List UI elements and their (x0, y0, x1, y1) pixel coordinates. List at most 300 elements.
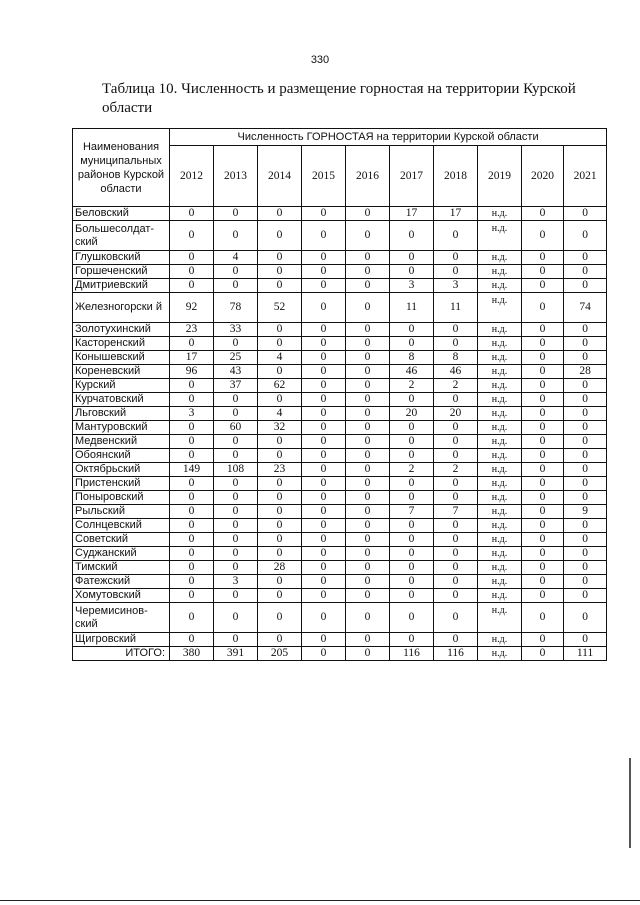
cell-value-2021: 0 (564, 421, 607, 435)
cell-value-2020: 0 (522, 337, 564, 351)
cell-value-2014: 0 (258, 207, 302, 221)
cell-value-2021: 0 (564, 589, 607, 603)
cell-value-2018: 0 (434, 251, 478, 265)
cell-value-2018: 0 (434, 519, 478, 533)
cell-value-2016: 0 (346, 519, 390, 533)
total-row (73, 647, 607, 661)
cell-value-2015: 0 (302, 519, 346, 533)
cell-value-2012: 0 (170, 221, 214, 251)
table-row (73, 265, 607, 279)
cell-value-2016: 0 (346, 561, 390, 575)
table-row (73, 519, 607, 533)
year-header-2021: 2021 (564, 146, 607, 207)
district-name: Касторенский (73, 337, 170, 351)
cell-value-2012: 0 (170, 491, 214, 505)
cell-value-2016: 0 (346, 379, 390, 393)
cell-value-2018: 0 (434, 533, 478, 547)
cell-value-2021: 74 (564, 293, 607, 323)
cell-value-2020: 0 (522, 589, 564, 603)
cell-value-2021: 0 (564, 407, 607, 421)
cell-value-2017: 2 (390, 463, 434, 477)
cell-value-2017: 0 (390, 519, 434, 533)
cell-value-2015: 0 (302, 323, 346, 337)
cell-value-2016: 0 (346, 351, 390, 365)
table-row (73, 293, 607, 323)
cell-value-2016: 0 (346, 221, 390, 251)
district-name: Солнцевский (73, 519, 170, 533)
cell-value-2016: 0 (346, 477, 390, 491)
cell-value-2021: 0 (564, 519, 607, 533)
cell-value-2012: 0 (170, 603, 214, 633)
cell-value-2015: 0 (302, 463, 346, 477)
cell-value-2017: 20 (390, 407, 434, 421)
cell-value-2020: 0 (522, 519, 564, 533)
cell-value-2013: 391 (214, 647, 258, 661)
cell-value-2014: 23 (258, 463, 302, 477)
cell-value-2016: 0 (346, 265, 390, 279)
table-row (73, 221, 607, 251)
cell-value-2014: 0 (258, 337, 302, 351)
cell-value-2019: н.д. (478, 633, 522, 647)
cell-value-2021: 0 (564, 393, 607, 407)
cell-value-2019: н.д. (478, 533, 522, 547)
cell-value-2014: 52 (258, 293, 302, 323)
year-header-2015: 2015 (302, 146, 346, 207)
cell-value-2019: н.д. (478, 379, 522, 393)
cell-value-2013: 0 (214, 561, 258, 575)
district-name: Черемисинов-ский (73, 603, 170, 633)
cell-value-2016: 0 (346, 393, 390, 407)
table-row (73, 463, 607, 477)
district-name: Фатежский (73, 575, 170, 589)
year-header-2016: 2016 (346, 146, 390, 207)
table-row (73, 207, 607, 221)
cell-value-2019: н.д. (478, 505, 522, 519)
cell-value-2016: 0 (346, 337, 390, 351)
cell-value-2015: 0 (302, 393, 346, 407)
cell-value-2017: 0 (390, 265, 434, 279)
cell-value-2017: 0 (390, 251, 434, 265)
district-name: Глушковский (73, 251, 170, 265)
table-row (73, 547, 607, 561)
year-header-2020: 2020 (522, 146, 564, 207)
cell-value-2013: 0 (214, 221, 258, 251)
district-name: Железногорски й (73, 293, 170, 323)
cell-value-2017: 2 (390, 379, 434, 393)
cell-value-2013: 78 (214, 293, 258, 323)
cell-value-2013: 25 (214, 351, 258, 365)
cell-value-2013: 0 (214, 265, 258, 279)
cell-value-2019: н.д. (478, 393, 522, 407)
cell-value-2018: 0 (434, 477, 478, 491)
cell-value-2012: 0 (170, 279, 214, 293)
cell-value-2016: 0 (346, 533, 390, 547)
cell-value-2021: 0 (564, 603, 607, 633)
cell-value-2012: 3 (170, 407, 214, 421)
cell-value-2012: 17 (170, 351, 214, 365)
cell-value-2019: н.д. (478, 265, 522, 279)
cell-value-2015: 0 (302, 589, 346, 603)
table-body (73, 207, 607, 661)
cell-value-2019: н.д. (478, 647, 522, 661)
district-name: Большесолдат-ский (73, 221, 170, 251)
cell-value-2014: 4 (258, 407, 302, 421)
cell-value-2014: 4 (258, 351, 302, 365)
cell-value-2012: 0 (170, 449, 214, 463)
cell-value-2016: 0 (346, 421, 390, 435)
district-name: Тимский (73, 561, 170, 575)
cell-value-2019: н.д. (478, 293, 522, 323)
cell-value-2020: 0 (522, 207, 564, 221)
cell-value-2021: 0 (564, 251, 607, 265)
cell-value-2013: 0 (214, 407, 258, 421)
cell-value-2017: 46 (390, 365, 434, 379)
district-name: Льговский (73, 407, 170, 421)
cell-value-2017: 0 (390, 561, 434, 575)
table-title: Таблица 10. Численность и размещение горностая на территории Курской области (102, 81, 576, 116)
cell-value-2016: 0 (346, 491, 390, 505)
cell-value-2013: 0 (214, 505, 258, 519)
cell-value-2013: 0 (214, 337, 258, 351)
cell-value-2019: н.д. (478, 603, 522, 633)
scan-edge-mark (629, 758, 631, 848)
cell-value-2014: 0 (258, 279, 302, 293)
district-name: Суджанский (73, 547, 170, 561)
cell-value-2017: 0 (390, 633, 434, 647)
cell-value-2012: 96 (170, 365, 214, 379)
cell-value-2016: 0 (346, 435, 390, 449)
cell-value-2020: 0 (522, 251, 564, 265)
year-header-2014: 2014 (258, 146, 302, 207)
cell-value-2019: н.д. (478, 221, 522, 251)
cell-value-2021: 0 (564, 279, 607, 293)
cell-value-2012: 380 (170, 647, 214, 661)
cell-value-2017: 0 (390, 221, 434, 251)
cell-value-2012: 0 (170, 337, 214, 351)
cell-value-2016: 0 (346, 207, 390, 221)
cell-value-2012: 23 (170, 323, 214, 337)
cell-value-2018: 0 (434, 603, 478, 633)
cell-value-2019: н.д. (478, 351, 522, 365)
cell-value-2020: 0 (522, 323, 564, 337)
cell-value-2013: 108 (214, 463, 258, 477)
cell-value-2021: 0 (564, 533, 607, 547)
population-group-header: Численность ГОРНОСТАЯ на территории Курской области (170, 129, 607, 146)
cell-value-2018: 2 (434, 463, 478, 477)
cell-value-2017: 3 (390, 279, 434, 293)
cell-value-2017: 0 (390, 421, 434, 435)
cell-value-2017: 11 (390, 293, 434, 323)
cell-value-2020: 0 (522, 561, 564, 575)
table-row (73, 603, 607, 633)
cell-value-2013: 0 (214, 393, 258, 407)
cell-value-2018: 0 (434, 491, 478, 505)
district-name: Медвенский (73, 435, 170, 449)
cell-value-2018: 0 (434, 561, 478, 575)
year-header-2013: 2013 (214, 146, 258, 207)
cell-value-2013: 37 (214, 379, 258, 393)
cell-value-2020: 0 (522, 265, 564, 279)
cell-value-2013: 43 (214, 365, 258, 379)
cell-value-2012: 0 (170, 435, 214, 449)
page-number: 330 (310, 54, 330, 66)
district-name: Рыльский (73, 505, 170, 519)
cell-value-2020: 0 (522, 477, 564, 491)
cell-value-2016: 0 (346, 279, 390, 293)
cell-value-2019: н.д. (478, 323, 522, 337)
cell-value-2017: 0 (390, 491, 434, 505)
cell-value-2015: 0 (302, 251, 346, 265)
table-row (73, 505, 607, 519)
cell-value-2020: 0 (522, 449, 564, 463)
cell-value-2019: н.д. (478, 279, 522, 293)
district-name: Горшеченский (73, 265, 170, 279)
cell-value-2013: 33 (214, 323, 258, 337)
cell-value-2014: 0 (258, 251, 302, 265)
table-row (73, 533, 607, 547)
cell-value-2020: 0 (522, 533, 564, 547)
cell-value-2018: 17 (434, 207, 478, 221)
year-header-2019: 2019 (478, 146, 522, 207)
cell-value-2012: 0 (170, 251, 214, 265)
cell-value-2017: 0 (390, 533, 434, 547)
cell-value-2017: 0 (390, 337, 434, 351)
district-name: Золотухинский (73, 323, 170, 337)
year-header-2017: 2017 (390, 146, 434, 207)
cell-value-2017: 0 (390, 449, 434, 463)
cell-value-2014: 0 (258, 435, 302, 449)
cell-value-2016: 0 (346, 589, 390, 603)
cell-value-2020: 0 (522, 575, 564, 589)
year-header-2012: 2012 (170, 146, 214, 207)
cell-value-2019: н.д. (478, 477, 522, 491)
cell-value-2013: 0 (214, 533, 258, 547)
cell-value-2021: 0 (564, 351, 607, 365)
cell-value-2015: 0 (302, 533, 346, 547)
district-name: Дмитриевский (73, 279, 170, 293)
cell-value-2015: 0 (302, 505, 346, 519)
cell-value-2020: 0 (522, 633, 564, 647)
district-name: Октябрьский (73, 463, 170, 477)
cell-value-2016: 0 (346, 575, 390, 589)
cell-value-2016: 0 (346, 547, 390, 561)
cell-value-2014: 0 (258, 547, 302, 561)
cell-value-2019: н.д. (478, 519, 522, 533)
cell-value-2020: 0 (522, 421, 564, 435)
cell-value-2017: 0 (390, 435, 434, 449)
cell-value-2017: 0 (390, 393, 434, 407)
table-row (73, 633, 607, 647)
cell-value-2014: 0 (258, 519, 302, 533)
cell-value-2017: 0 (390, 575, 434, 589)
cell-value-2014: 0 (258, 477, 302, 491)
total-label: ИТОГО: (73, 647, 170, 661)
cell-value-2012: 0 (170, 533, 214, 547)
cell-value-2014: 0 (258, 491, 302, 505)
cell-value-2015: 0 (302, 491, 346, 505)
table-row (73, 589, 607, 603)
cell-value-2015: 0 (302, 435, 346, 449)
cell-value-2012: 0 (170, 575, 214, 589)
cell-value-2015: 0 (302, 365, 346, 379)
cell-value-2019: н.д. (478, 589, 522, 603)
district-name: Кореневский (73, 365, 170, 379)
table-row (73, 435, 607, 449)
cell-value-2013: 4 (214, 251, 258, 265)
cell-value-2014: 0 (258, 221, 302, 251)
cell-value-2016: 0 (346, 323, 390, 337)
cell-value-2021: 0 (564, 337, 607, 351)
district-name: Обоянский (73, 449, 170, 463)
cell-value-2016: 0 (346, 603, 390, 633)
cell-value-2013: 3 (214, 575, 258, 589)
cell-value-2014: 0 (258, 323, 302, 337)
cell-value-2018: 116 (434, 647, 478, 661)
cell-value-2019: н.д. (478, 207, 522, 221)
cell-value-2017: 0 (390, 589, 434, 603)
cell-value-2018: 20 (434, 407, 478, 421)
district-name-header: Наименования муниципальных районов Курской области (73, 129, 170, 207)
cell-value-2012: 0 (170, 477, 214, 491)
table-row (73, 491, 607, 505)
cell-value-2020: 0 (522, 603, 564, 633)
cell-value-2014: 0 (258, 505, 302, 519)
cell-value-2014: 62 (258, 379, 302, 393)
cell-value-2021: 9 (564, 505, 607, 519)
cell-value-2013: 0 (214, 547, 258, 561)
cell-value-2017: 0 (390, 603, 434, 633)
cell-value-2014: 0 (258, 575, 302, 589)
cell-value-2012: 0 (170, 633, 214, 647)
cell-value-2013: 0 (214, 589, 258, 603)
cell-value-2018: 0 (434, 435, 478, 449)
district-name: Щигровский (73, 633, 170, 647)
cell-value-2016: 0 (346, 647, 390, 661)
cell-value-2018: 11 (434, 293, 478, 323)
table-row (73, 337, 607, 351)
cell-value-2013: 0 (214, 491, 258, 505)
cell-value-2015: 0 (302, 379, 346, 393)
table-row (73, 379, 607, 393)
cell-value-2018: 0 (434, 265, 478, 279)
cell-value-2016: 0 (346, 449, 390, 463)
cell-value-2021: 0 (564, 463, 607, 477)
cell-value-2019: н.д. (478, 435, 522, 449)
cell-value-2014: 0 (258, 365, 302, 379)
cell-value-2019: н.д. (478, 421, 522, 435)
cell-value-2013: 0 (214, 279, 258, 293)
cell-value-2021: 0 (564, 491, 607, 505)
cell-value-2018: 2 (434, 379, 478, 393)
cell-value-2018: 0 (434, 323, 478, 337)
cell-value-2017: 7 (390, 505, 434, 519)
cell-value-2021: 0 (564, 379, 607, 393)
cell-value-2018: 7 (434, 505, 478, 519)
year-header-2018: 2018 (434, 146, 478, 207)
district-name: Хомутовский (73, 589, 170, 603)
district-name: Поныровский (73, 491, 170, 505)
district-name: Пристенский (73, 477, 170, 491)
cell-value-2021: 0 (564, 207, 607, 221)
district-name: Конышевский (73, 351, 170, 365)
cell-value-2015: 0 (302, 477, 346, 491)
cell-value-2014: 0 (258, 533, 302, 547)
cell-value-2012: 149 (170, 463, 214, 477)
cell-value-2016: 0 (346, 365, 390, 379)
cell-value-2012: 0 (170, 207, 214, 221)
cell-value-2015: 0 (302, 279, 346, 293)
district-name: Беловский (73, 207, 170, 221)
table-row (73, 477, 607, 491)
cell-value-2014: 0 (258, 393, 302, 407)
cell-value-2013: 0 (214, 435, 258, 449)
cell-value-2020: 0 (522, 221, 564, 251)
cell-value-2015: 0 (302, 575, 346, 589)
cell-value-2013: 0 (214, 633, 258, 647)
table-row (73, 575, 607, 589)
cell-value-2015: 0 (302, 547, 346, 561)
cell-value-2014: 0 (258, 265, 302, 279)
cell-value-2013: 0 (214, 603, 258, 633)
cell-value-2019: н.д. (478, 561, 522, 575)
cell-value-2012: 0 (170, 519, 214, 533)
cell-value-2019: н.д. (478, 547, 522, 561)
cell-value-2019: н.д. (478, 407, 522, 421)
cell-value-2017: 0 (390, 323, 434, 337)
cell-value-2020: 0 (522, 379, 564, 393)
cell-value-2020: 0 (522, 407, 564, 421)
cell-value-2021: 0 (564, 547, 607, 561)
cell-value-2018: 0 (434, 221, 478, 251)
cell-value-2019: н.д. (478, 463, 522, 477)
cell-value-2021: 0 (564, 561, 607, 575)
table-row (73, 421, 607, 435)
cell-value-2015: 0 (302, 449, 346, 463)
cell-value-2021: 0 (564, 477, 607, 491)
cell-value-2015: 0 (302, 351, 346, 365)
cell-value-2015: 0 (302, 207, 346, 221)
cell-value-2021: 0 (564, 435, 607, 449)
cell-value-2018: 0 (434, 589, 478, 603)
cell-value-2016: 0 (346, 463, 390, 477)
cell-value-2015: 0 (302, 421, 346, 435)
cell-value-2012: 0 (170, 393, 214, 407)
cell-value-2012: 0 (170, 379, 214, 393)
cell-value-2019: н.д. (478, 449, 522, 463)
cell-value-2021: 0 (564, 265, 607, 279)
cell-value-2020: 0 (522, 351, 564, 365)
cell-value-2015: 0 (302, 603, 346, 633)
cell-value-2012: 92 (170, 293, 214, 323)
cell-value-2018: 46 (434, 365, 478, 379)
cell-value-2012: 0 (170, 547, 214, 561)
table-row (73, 561, 607, 575)
cell-value-2015: 0 (302, 647, 346, 661)
cell-value-2018: 0 (434, 337, 478, 351)
cell-value-2014: 0 (258, 449, 302, 463)
table-row (73, 279, 607, 293)
cell-value-2017: 17 (390, 207, 434, 221)
cell-value-2014: 0 (258, 633, 302, 647)
ermine-census-table (72, 128, 607, 661)
cell-value-2017: 0 (390, 477, 434, 491)
cell-value-2014: 32 (258, 421, 302, 435)
cell-value-2016: 0 (346, 505, 390, 519)
cell-value-2020: 0 (522, 547, 564, 561)
cell-value-2015: 0 (302, 633, 346, 647)
district-name: Курчатовский (73, 393, 170, 407)
cell-value-2017: 8 (390, 351, 434, 365)
